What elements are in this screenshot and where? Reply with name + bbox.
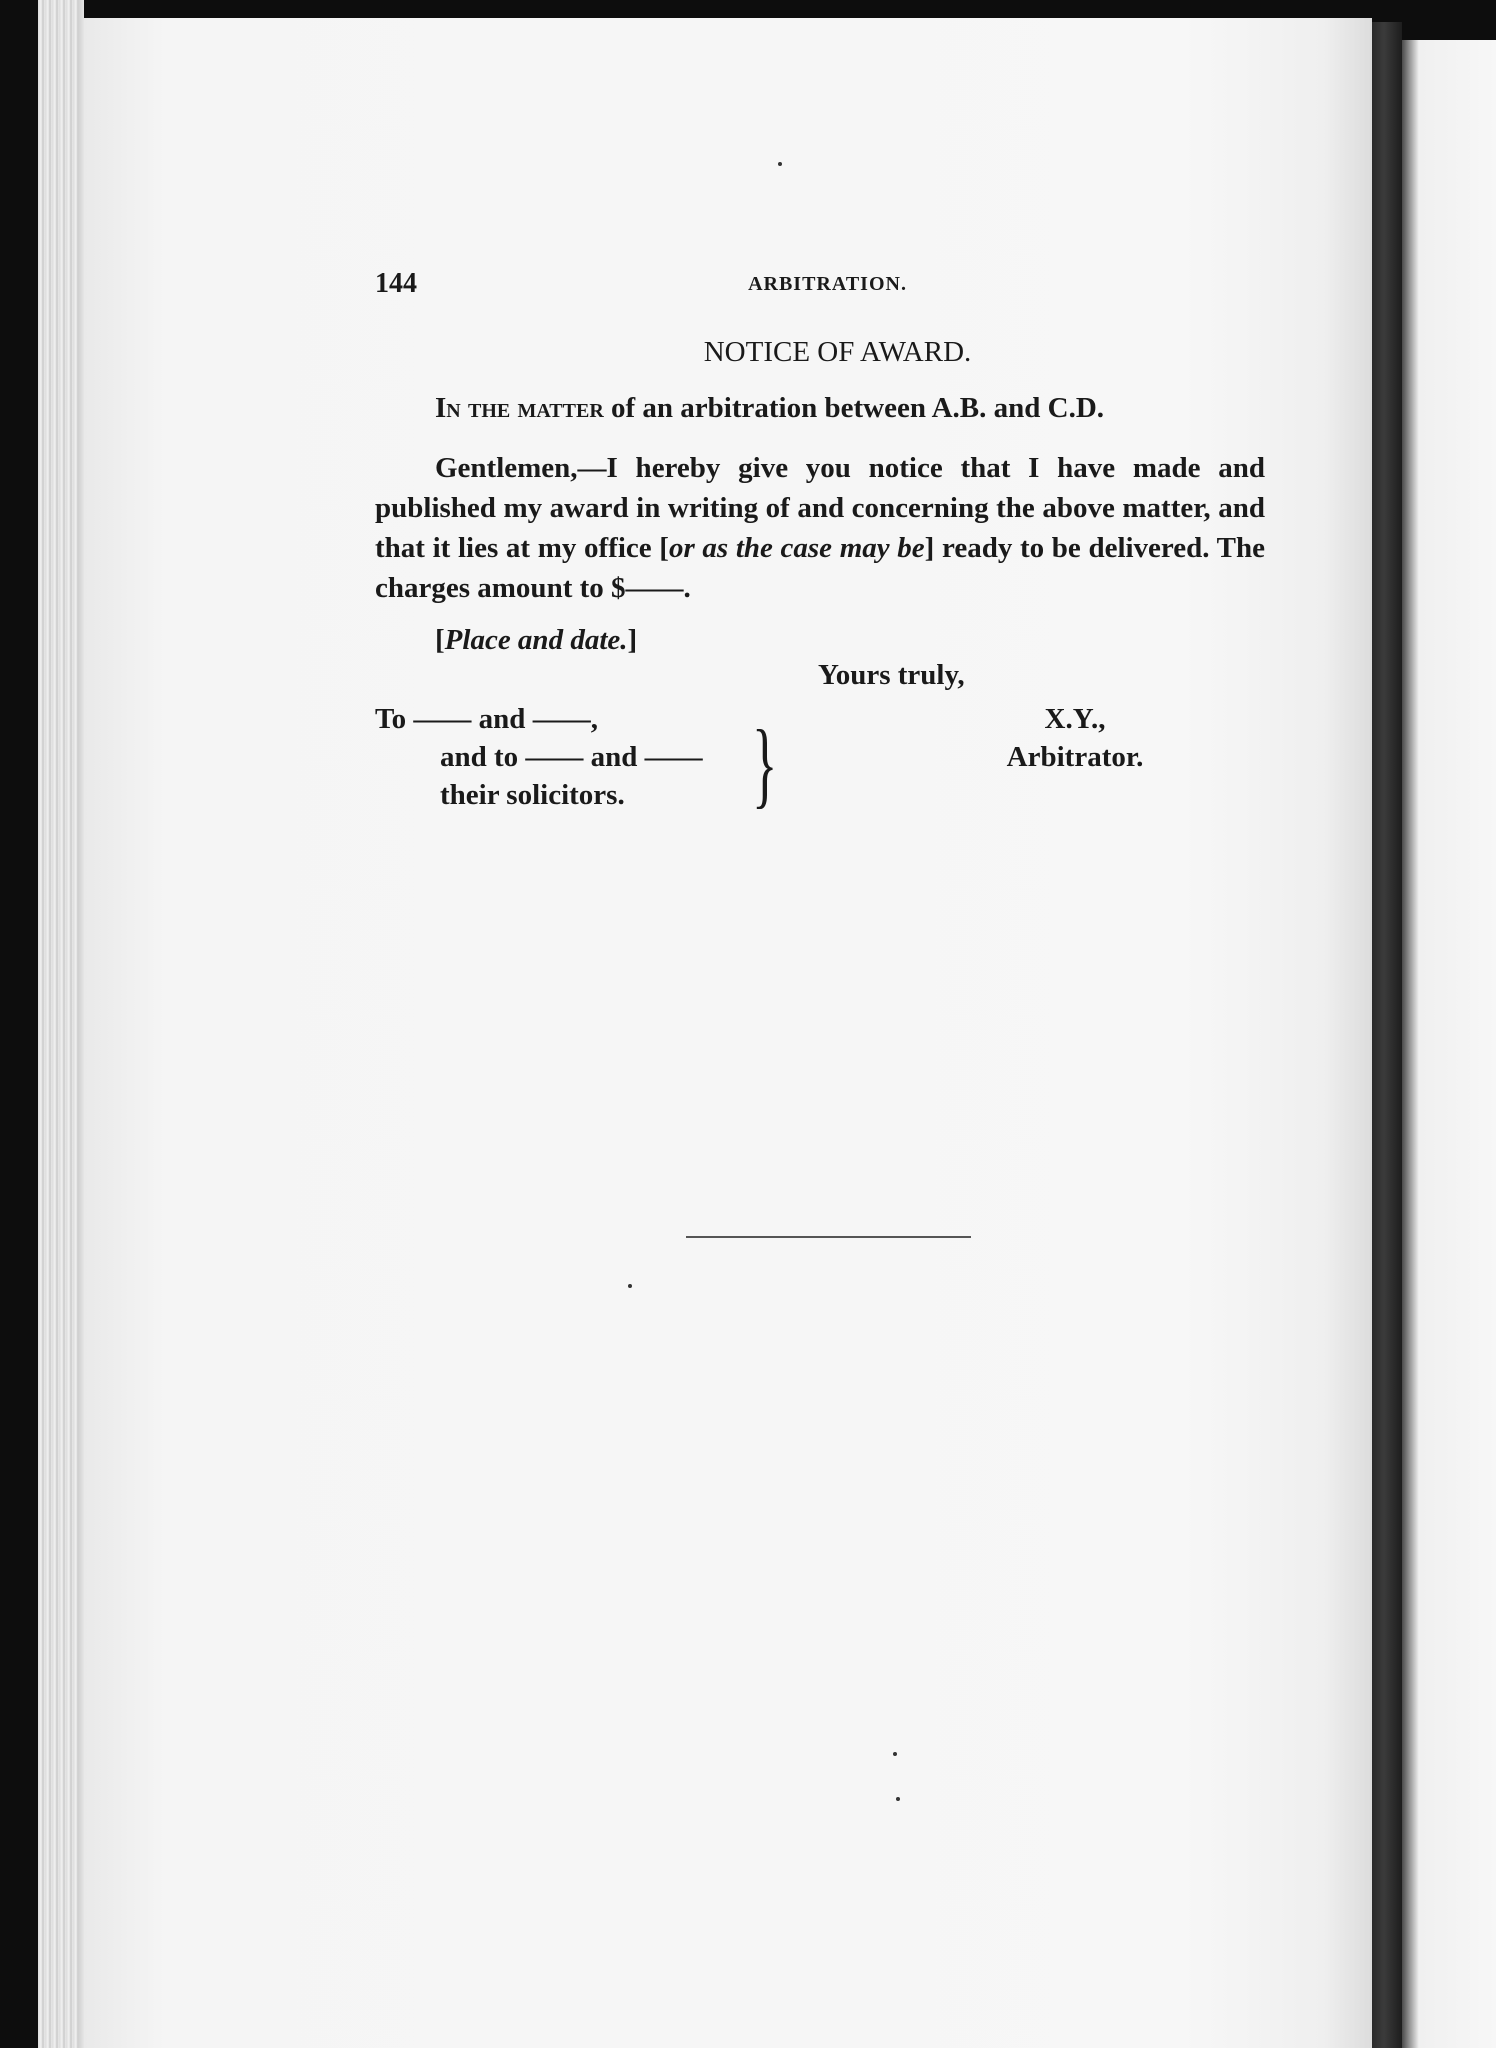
bracket-close: ] <box>627 624 638 656</box>
paper-speck <box>778 162 782 166</box>
addressee-line-3: their solicitors. <box>440 779 625 811</box>
notice-paragraph <box>375 448 1265 608</box>
section-end-rule <box>686 1236 971 1238</box>
paragraph-italic: or as the case may be <box>668 532 925 564</box>
curly-brace: } <box>752 710 778 817</box>
matter-smallcaps: In the matter <box>435 392 604 424</box>
closing-line: Yours truly, <box>818 659 965 691</box>
running-head <box>375 268 1260 308</box>
running-title: ARBITRATION. <box>748 273 907 295</box>
addressee-line-2: and to —— and —— <box>440 741 703 773</box>
signature-title: Arbitrator. <box>1006 741 1144 773</box>
paper-speck <box>628 1284 632 1288</box>
addressee-line-1: To —— and ——, <box>375 703 598 735</box>
paragraph-part1: Gentlemen,—I hereby give you notice that I have made and published my award in writing of and concerning the above matter, and that it lies at my office [ <box>375 452 1265 564</box>
signature-name: X.Y., <box>1044 703 1106 735</box>
addressee-block <box>375 700 703 814</box>
form-title: NOTICE OF AWARD. <box>703 336 972 368</box>
book-page-edges <box>38 0 84 2048</box>
signature-block <box>960 700 1190 776</box>
book-spine <box>1372 22 1402 2048</box>
facing-page-edge <box>1402 40 1496 2048</box>
paragraph-part2: ] ready to be delivered. The charges amount to $——. <box>375 532 1265 604</box>
paper-speck <box>893 1752 897 1756</box>
place-date-italic: Place and date. <box>444 624 628 656</box>
matter-rest: of an arbitration between A.B. and C.D. <box>603 392 1105 424</box>
matter-line <box>435 392 1265 425</box>
place-and-date <box>435 624 637 657</box>
book-page <box>84 18 1372 2048</box>
paper-speck <box>896 1797 900 1801</box>
page-number: 144 <box>375 268 417 299</box>
bracket-open: [ <box>435 624 445 656</box>
